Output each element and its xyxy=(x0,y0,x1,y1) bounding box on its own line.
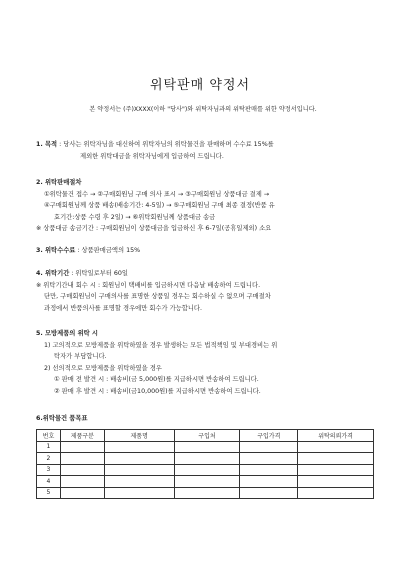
table-cell xyxy=(174,441,240,453)
table-row xyxy=(37,487,374,499)
document-title: 위탁판매 약정서 xyxy=(149,78,251,93)
table-cell-number: 1 xyxy=(37,441,61,453)
table-cell-number: 3 xyxy=(37,464,61,476)
table-cell xyxy=(174,453,240,465)
table-row xyxy=(37,464,374,476)
table-cell xyxy=(104,487,174,499)
table-cell xyxy=(104,441,174,453)
table-header-row xyxy=(37,430,374,442)
section-text: 효기간:상품 수령 후 2일) → ⑥위탁회원님께 상품대금 송금 xyxy=(54,213,216,221)
section-text: 1) 고의적으로 모방제품을 위탁하였을 경우 발생하는 모든 법적책임 및 부대경비는 위 xyxy=(44,341,278,349)
section-item-list xyxy=(36,413,376,425)
section-purpose xyxy=(36,139,376,162)
section-text: ② 판매 후 발견 시 : 배송비(금10,000원)를 지급하시면 반송하여 드립니다. xyxy=(54,387,261,395)
table-cell xyxy=(104,464,174,476)
column-header: 구입가격 xyxy=(240,430,298,442)
section-text: ① 판매 전 발견 시 : 배송비(금 5,000원)를 지급하시면 반송하여 드립니다. xyxy=(54,376,259,383)
section-procedure xyxy=(36,177,376,235)
table-row xyxy=(37,453,374,465)
section-text: : 당사는 위탁자님을 대신하여 위탁자님의 위탁물건을 판매하며 수수료 15%를 xyxy=(57,141,274,148)
table-cell-number: 4 xyxy=(37,476,61,488)
section-period xyxy=(36,268,376,314)
section-text: : 상품판매금액의 15% xyxy=(75,247,141,254)
table-cell xyxy=(298,464,374,476)
section-heading: 3. 위탁수수료 xyxy=(36,247,76,254)
intro-text: 본 약정서는 (주)XXXX(이하 "당사")와 위탁자님과의 위탁판매를 위한 약정서입니다. xyxy=(89,106,317,113)
section-text: 과정에서 반품의사를 표명할 경우에만 회수가 가능합니다. xyxy=(44,304,202,312)
section-text: ④구매회원님께 상품 배송(배송기간: 4-5일) → ⑤구매회원님 구매 최종 결정(반품 유 xyxy=(44,202,275,209)
column-header: 위탁의뢰가격 xyxy=(298,430,374,442)
item-table xyxy=(36,429,374,499)
column-header: 제품명 xyxy=(104,430,174,442)
table-cell xyxy=(240,464,298,476)
table-cell xyxy=(240,441,298,453)
column-header: 구입처 xyxy=(174,430,240,442)
table-cell-number: 5 xyxy=(37,487,61,499)
table-cell xyxy=(174,487,240,499)
table-cell xyxy=(60,453,104,465)
table-cell xyxy=(60,476,104,488)
section-text: 탁자가 부담합니다. xyxy=(54,353,107,360)
table-cell xyxy=(174,464,240,476)
table-cell xyxy=(104,476,174,488)
table-cell xyxy=(298,476,374,488)
section-text: 단만, 구매회원님이 구매의사를 표명한 상품일 경우는 회수하실 수 없으며 구매절차 xyxy=(44,293,271,300)
section-heading: 5. 모방제품의 위탁 시 xyxy=(36,330,99,337)
column-header: 번호 xyxy=(37,430,61,442)
section-commission xyxy=(36,245,376,257)
table-row xyxy=(37,441,374,453)
table-cell xyxy=(240,453,298,465)
section-counterfeit xyxy=(36,328,376,397)
table-cell xyxy=(298,453,374,465)
section-text: : 위탁일로부터 60일 xyxy=(69,270,129,277)
table-cell xyxy=(298,441,374,453)
section-text: 2) 선의적으로 모방제품을 위탁하였을 경우 xyxy=(44,364,162,372)
table-cell xyxy=(174,476,240,488)
section-heading: 2. 위탁판매절차 xyxy=(36,179,82,186)
section-heading: 1. 목적 xyxy=(36,141,58,148)
section-note: ※ 상품대금 송금기간 : 구매회원님이 상품대금을 입금하신 후 6-7일(공휴일제외) 소요 xyxy=(36,225,272,232)
table-cell xyxy=(104,453,174,465)
table-row xyxy=(37,476,374,488)
column-header: 제품구분 xyxy=(60,430,104,442)
table-cell xyxy=(240,487,298,499)
section-note: ※ 위탁기간내 회수 시 : 회원님이 택배비를 입금하시면 다음날 배송하여 드립니다. xyxy=(36,281,261,289)
table-cell xyxy=(240,476,298,488)
table-cell-number: 2 xyxy=(37,453,61,465)
section-text: ①위탁물건 접수 → ②구매회원님 구매 의사 표시 → ③구매회원님 상품대금 결제 → xyxy=(44,190,270,198)
table-cell xyxy=(60,464,104,476)
section-heading: 6.위탁물건 품목표 xyxy=(36,415,88,422)
table-cell xyxy=(60,441,104,453)
section-text: 제외한 위탁대금을 위탁자님에게 입금하여 드립니다. xyxy=(80,152,224,160)
table-cell xyxy=(60,487,104,499)
section-heading: 4. 위탁기간 xyxy=(36,270,70,277)
table-cell xyxy=(298,487,374,499)
